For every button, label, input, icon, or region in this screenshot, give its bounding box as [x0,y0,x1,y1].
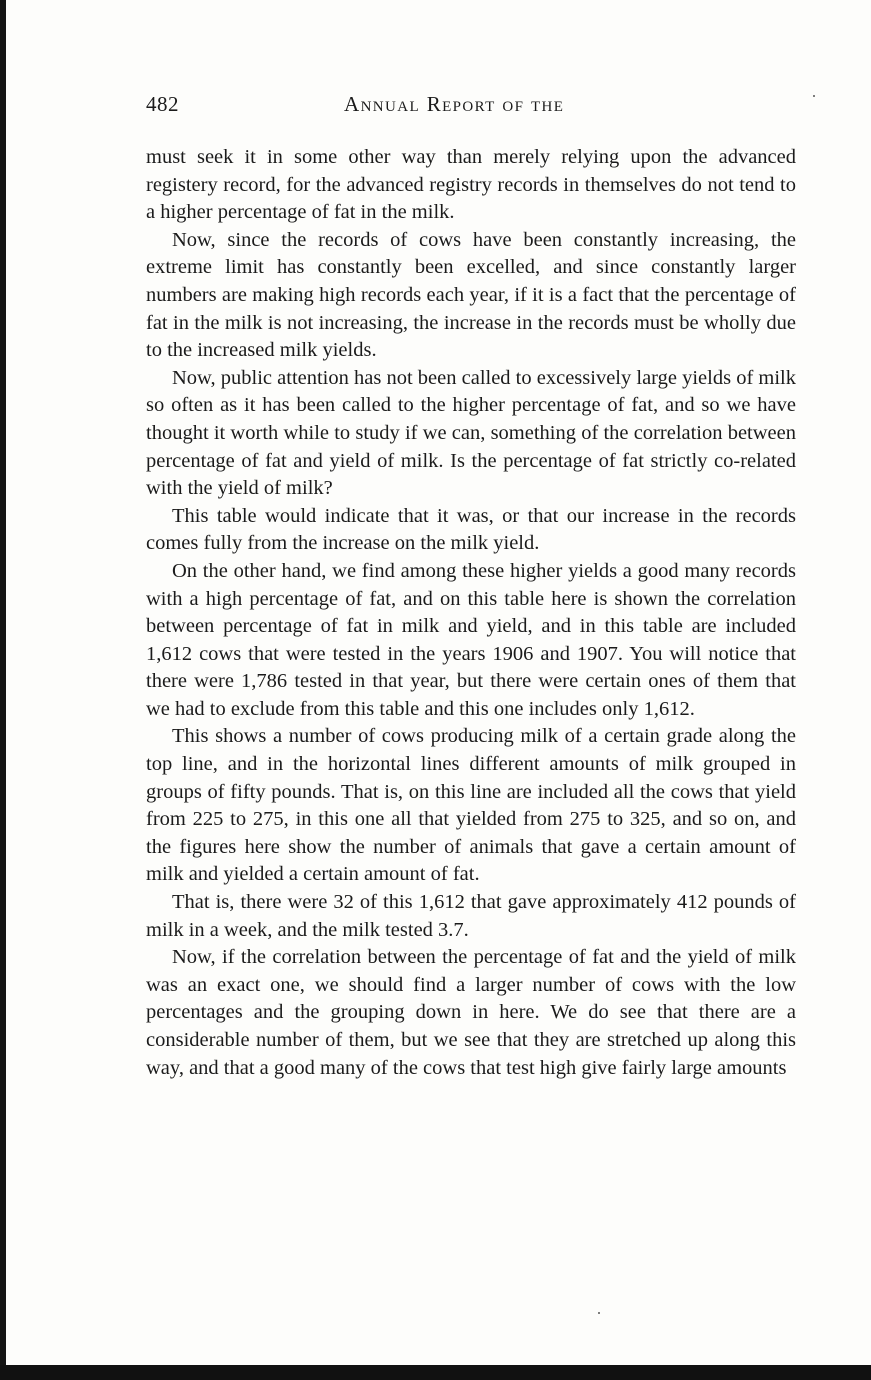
body-text [146,144,796,1082]
paragraph-continuation: must seek it in some other way than merely relying upon the advanced registery record, for the advanced registry records in themselves do not tend to a higher percentage of fat in the milk. [146,146,796,224]
scan-bottom-border [0,1365,871,1380]
paragraph: This shows a number of cows producing milk of a certain grade along the top line, and in the horizontal lines different amounts of milk grouped in groups of fifty pounds. That is, on this line are included all the cows that yield from 225 to 275, in this one all that yielded from 275 to 325, and so on, and the figures here show the number of animals that gave a certain amount of milk and yielded a certain amount of fat. [146,725,796,886]
scan-left-border [0,0,6,1380]
scan-speck [598,1312,600,1314]
paragraph: Now, if the correlation between the percentage of fat and the yield of milk was an exact one, we should find a larger number of cows with the low percentages and the grouping down in here. We do see that there are a considerable number of them, but we see that they are stretched up along this way, and that a good many of the cows that test high give fairly large amounts [146,946,796,1079]
paragraph: On the other hand, we find among these higher yields a good many records with a high percentage of fat, and on this table here is shown the correlation between percentage of fat in milk and yield, and in this table are included 1,612 cows that were tested in the years 1906 and 1907. You will notice that there were 1,786 tested in that year, but there were certain ones of them that we had to exclude from this table and this one includes only 1,612. [146,559,796,720]
paragraph: That is, there were 32 of this 1,612 that gave approximately 412 pounds of milk in a week, and the milk tested 3.7. [146,891,796,941]
page-number: 482 [146,92,179,116]
paragraph: Now, public attention has not been called to excessively large yields of milk so often as it has been called to the higher percentage of fat, and so we have thought it worth while to study if we can, something of the correlation between percentage of fat and yield of milk. Is the percentage of fat strictly co-related with the yield of milk? [146,366,796,500]
paragraph: Now, since the records of cows have been constantly increasing, the extreme limit has constantly been excelled, and since constantly larger numbers are making high records each year, if it is a fact that the percentage of fat in the milk is not increasing, the increase in the records must be wholly due to the increased milk yields. [146,228,796,362]
paragraph: This table would indicate that it was, or that our increase in the records comes fully from the increase on the milk yield. [146,504,796,555]
page-header [146,92,796,122]
running-head: Annual Report of the [344,92,565,116]
scan-speck [813,95,815,97]
